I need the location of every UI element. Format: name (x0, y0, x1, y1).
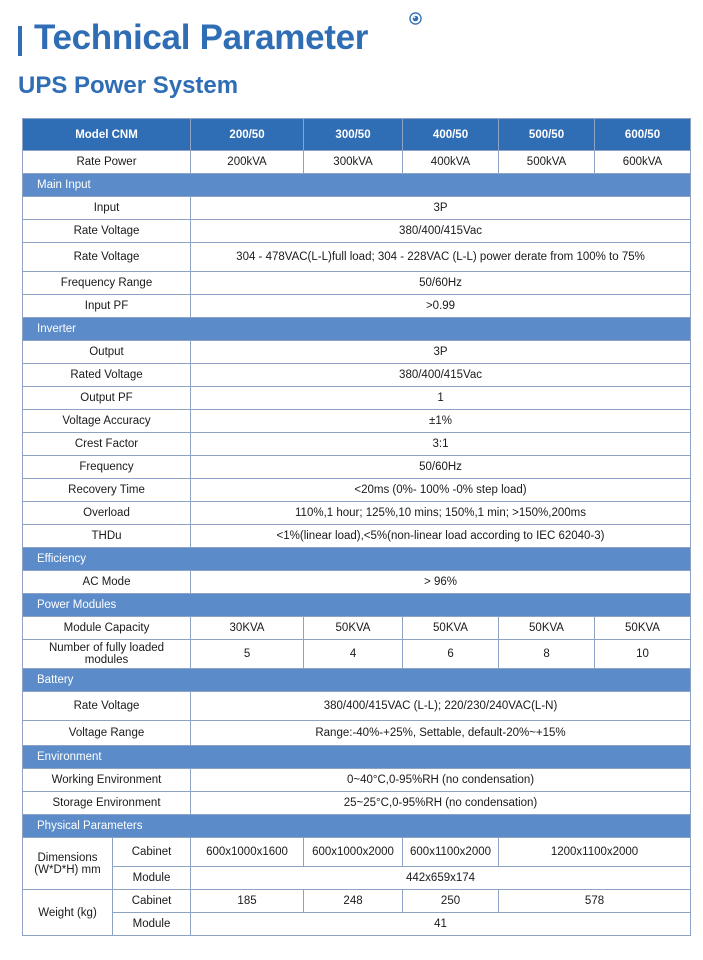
table-row (23, 364, 691, 387)
cell-value: 304 - 478VAC(L-L)full load; 304 - 228VAC (L-L) power derate from 100% to 75% (191, 243, 691, 272)
row-label: Storage Environment (23, 792, 191, 815)
row-label: Voltage Accuracy (23, 410, 191, 433)
cell-value: 1200x1100x2000 (499, 838, 691, 867)
row-label: Module Capacity (23, 617, 191, 640)
cell-value: Range:-40%-+25%, Settable, default-20%~+15% (191, 721, 691, 746)
row-label: Input (23, 197, 191, 220)
cell-value: 30KVA (191, 617, 304, 640)
row-label-line: (W*D*H) mm (34, 863, 101, 876)
row-label: Frequency (23, 456, 191, 479)
row-label: Rate Voltage (23, 243, 191, 272)
row-label: AC Mode (23, 571, 191, 594)
section-header (23, 815, 691, 838)
cell-value: 10 (595, 640, 691, 669)
header-model: 500/50 (499, 119, 595, 151)
table-row (23, 243, 691, 272)
header-model: 400/50 (403, 119, 499, 151)
table-row (23, 410, 691, 433)
section-header (23, 174, 691, 197)
cell-value: 380/400/415Vac (191, 220, 691, 243)
row-label: Rate Voltage (23, 220, 191, 243)
table-row (23, 272, 691, 295)
cell-value: 600x1000x1600 (191, 838, 304, 867)
cell-value: 400kVA (403, 151, 499, 174)
cell-value: 50KVA (499, 617, 595, 640)
cell-value: 3P (191, 197, 691, 220)
cell-value: 380/400/415Vac (191, 364, 691, 387)
row-label-line: modules (84, 654, 129, 666)
table-row (23, 913, 691, 936)
cell-value: 50/60Hz (191, 272, 691, 295)
cell-value: 600x1000x2000 (304, 838, 403, 867)
row-label: Rate Power (23, 151, 191, 174)
table-row (23, 721, 691, 746)
section-title: Main Input (23, 174, 691, 197)
cell-value: 41 (191, 913, 691, 936)
cell-value: >0.99 (191, 295, 691, 318)
table-row (23, 769, 691, 792)
sub-label: Cabinet (113, 890, 191, 913)
header-model-label: Model CNM (23, 119, 191, 151)
cell-value: 5 (191, 640, 304, 669)
page-title: Technical Parameter (34, 18, 369, 57)
row-label: Frequency Range (23, 272, 191, 295)
table-row (23, 220, 691, 243)
row-label: Rated Voltage (23, 364, 191, 387)
cell-value: 3P (191, 341, 691, 364)
spec-table (22, 118, 691, 936)
sub-label: Module (113, 913, 191, 936)
row-label-line: Number of fully loaded (48, 642, 165, 654)
row-label: Weight (kg) (23, 890, 113, 936)
table-row (23, 640, 691, 669)
cell-value: 300kVA (304, 151, 403, 174)
row-label: Overload (23, 502, 191, 525)
sub-label: Module (113, 867, 191, 890)
table-row (23, 890, 691, 913)
header-model: 200/50 (191, 119, 304, 151)
row-label: Crest Factor (23, 433, 191, 456)
table-row (23, 456, 691, 479)
section-header (23, 548, 691, 571)
table-row (23, 867, 691, 890)
section-header (23, 669, 691, 692)
cell-value: 50KVA (403, 617, 499, 640)
cell-value: 110%,1 hour; 125%,10 mins; 150%,1 min; >150%,200ms (191, 502, 691, 525)
row-label: Recovery Time (23, 479, 191, 502)
section-title: Battery (23, 669, 691, 692)
header-model: 600/50 (595, 119, 691, 151)
title-accent-bar (18, 26, 22, 56)
cell-value: 0~40°C,0-95%RH (no condensation) (191, 769, 691, 792)
cell-value: 185 (191, 890, 304, 913)
page-subtitle: UPS Power System (18, 72, 239, 99)
section-title: Inverter (23, 318, 691, 341)
table-row (23, 692, 691, 721)
cell-value: 248 (304, 890, 403, 913)
section-title: Efficiency (23, 548, 691, 571)
cell-value: 6 (403, 640, 499, 669)
table-header-row (23, 119, 691, 151)
cell-value: 380/400/415VAC (L-L); 220/230/240VAC(L-N) (191, 692, 691, 721)
table-row (23, 197, 691, 220)
row-label: Rate Voltage (23, 692, 191, 721)
cell-value: 600x1100x2000 (403, 838, 499, 867)
cell-value: 200kVA (191, 151, 304, 174)
cell-value: 600kVA (595, 151, 691, 174)
table-row (23, 617, 691, 640)
cell-value: <1%(linear load),<5%(non-linear load according to IEC 62040-3) (191, 525, 691, 548)
cell-value: 50KVA (304, 617, 403, 640)
table-row (23, 341, 691, 364)
table-row (23, 433, 691, 456)
cell-value: 1 (191, 387, 691, 410)
section-header (23, 594, 691, 617)
cell-value: 8 (499, 640, 595, 669)
row-label: THDu (23, 525, 191, 548)
cell-value: 25~25°C,0-95%RH (no condensation) (191, 792, 691, 815)
row-label (23, 838, 113, 890)
section-title: Environment (23, 746, 691, 769)
table-row (23, 792, 691, 815)
circle-mark-icon (409, 12, 422, 25)
table-row (23, 479, 691, 502)
table-row (23, 571, 691, 594)
cell-value: 500kVA (499, 151, 595, 174)
cell-value: 50/60Hz (191, 456, 691, 479)
row-label-line: Dimensions (37, 851, 98, 864)
table-row (23, 151, 691, 174)
row-label: Output PF (23, 387, 191, 410)
cell-value: ±1% (191, 410, 691, 433)
section-header (23, 318, 691, 341)
cell-value: 250 (403, 890, 499, 913)
table-row (23, 502, 691, 525)
row-label: Output (23, 341, 191, 364)
table-row (23, 295, 691, 318)
row-label (23, 640, 191, 669)
row-label: Voltage Range (23, 721, 191, 746)
row-label: Working Environment (23, 769, 191, 792)
section-header (23, 746, 691, 769)
section-title: Power Modules (23, 594, 691, 617)
cell-value: 50KVA (595, 617, 691, 640)
row-label: Input PF (23, 295, 191, 318)
cell-value: 442x659x174 (191, 867, 691, 890)
cell-value: > 96% (191, 571, 691, 594)
header-model: 300/50 (304, 119, 403, 151)
cell-value: <20ms (0%- 100% -0% step load) (191, 479, 691, 502)
section-title: Physical Parameters (23, 815, 691, 838)
table-row (23, 838, 691, 867)
cell-value: 3:1 (191, 433, 691, 456)
cell-value: 578 (499, 890, 691, 913)
sub-label: Cabinet (113, 838, 191, 867)
table-row (23, 525, 691, 548)
cell-value: 4 (304, 640, 403, 669)
table-row (23, 387, 691, 410)
